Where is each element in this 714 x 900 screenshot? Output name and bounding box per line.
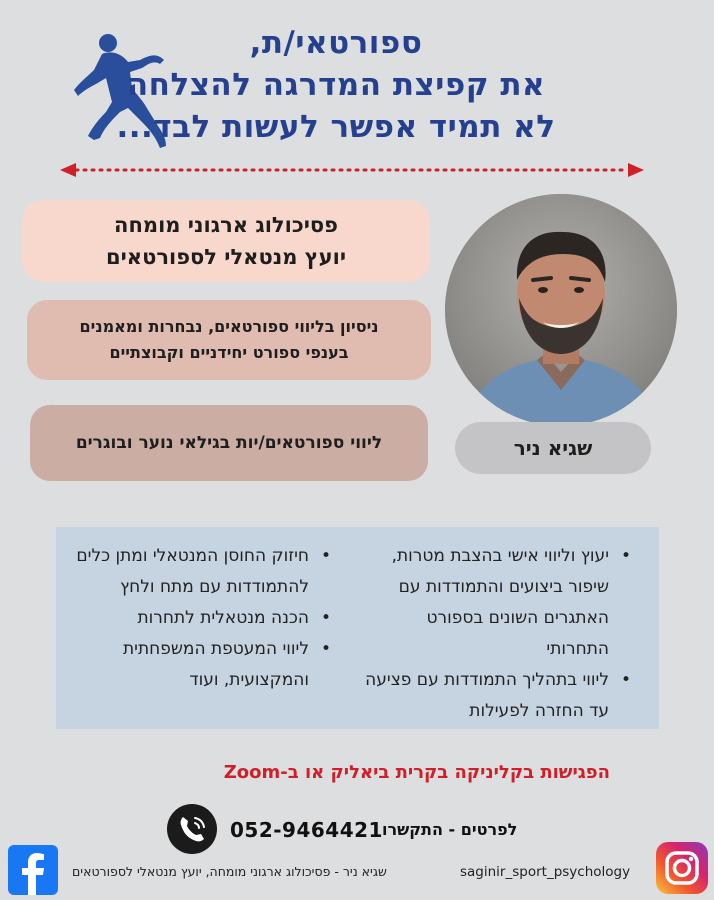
portrait-illustration — [445, 194, 677, 426]
title-line-1: פסיכולוג ארגוני מומחה — [114, 213, 338, 237]
services-list-right — [365, 541, 637, 727]
person-name: שגיא ניר — [513, 436, 593, 460]
headline-line-1: ספורטאי/ת, — [249, 25, 423, 61]
headline-line-2: את קפיצת המדרגה להצלחה — [126, 67, 546, 103]
instagram-handle[interactable]: saginir_sport_psychology — [460, 864, 631, 880]
service-item: • יעוץ וליווי אישי בהצבת מטרות, שיפור ביצועים והתמודדות עם האתגרים השונים בספורט התחרותי — [365, 541, 637, 665]
service-item: • הכנה מנטאלית לתחרות — [69, 603, 337, 634]
title-line-2: יועץ מנטאלי לספורטאים — [105, 245, 347, 269]
experience-line-1: ניסיון בליווי ספורטאים, נבחרות ומאמנים — [79, 317, 379, 336]
guidance-pill — [30, 405, 428, 481]
phone-number[interactable]: 052-9464421 — [230, 818, 383, 842]
experience-pill — [27, 300, 431, 380]
services-list-left — [69, 541, 337, 696]
facebook-icon[interactable] — [8, 845, 58, 895]
experience-line-2: בענפי ספורט יחידניים וקבוצתיים — [109, 343, 349, 362]
phone-icon[interactable] — [166, 803, 218, 855]
meetings-location: הפגישות בקליניקה בקרית ביאליק או ב-Zoom — [223, 762, 610, 783]
dotted-arrow-divider — [60, 162, 644, 178]
details-label: לפרטים - התקשרו — [382, 820, 518, 839]
services-box — [56, 527, 659, 729]
name-pill — [455, 422, 651, 474]
footer-caption: שגיא ניר - פסיכולוג ארגוני מומחה, יועץ מנטאלי לספורטאים — [72, 864, 387, 879]
headline — [76, 22, 596, 148]
service-item: • ליווי המעטפת המשפחתית והמקצועית, ועוד — [69, 634, 337, 696]
headline-line-3: לא תמיד אפשר לעשות לבד... — [116, 109, 556, 145]
instagram-icon[interactable] — [656, 842, 708, 894]
title-pill — [22, 200, 430, 282]
service-item: • חיזוק החוסן המנטאלי ומתן כלים להתמודדות עם מתח ולחץ — [69, 541, 337, 603]
guidance-text: ליווי ספורטאים/יות בגילאי נוער ובוגרים — [75, 433, 383, 453]
portrait-photo — [445, 194, 677, 426]
service-item: • ליווי בתהליך התמודדות עם פציעה עד החזרה לפעילות — [365, 665, 637, 727]
